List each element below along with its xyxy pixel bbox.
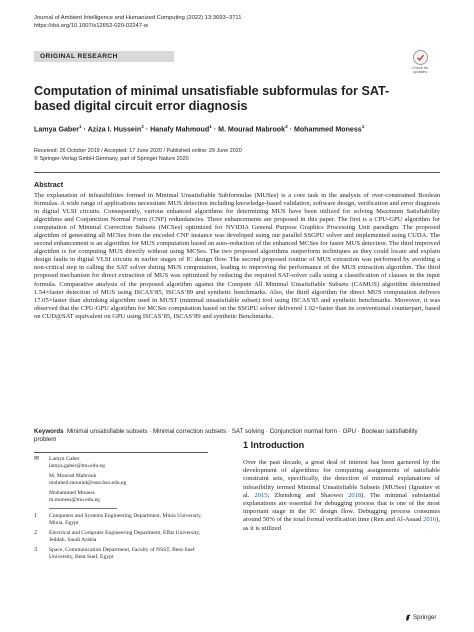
- doi-link[interactable]: https://doi.org/10.1007/s12652-020-02247-w: [34, 22, 149, 29]
- publisher-name: Springer: [413, 614, 437, 621]
- journal-header: [34, 15, 241, 30]
- introduction-text: Over the past decade, a great deal of interest has been garnered by the development of algorithms for computing assignments of satisfiable constraint sets, specifically, the detection of minimal explanations of infeasibility termed Minimal Unsatisfiable Subsets (MUSes) (Ignatiev et al. 2015; Zhendong and Shaowei 2018). The minimal substantial explanations are essential for debugging process that is one of the most important stage in the IC design flow. Debugging process consumes around 50% of the total formal verification time (Ren and Al-Asaad 2016), as it is utilized: [243, 459, 440, 532]
- affiliation: [34, 513, 208, 527]
- author[interactable]: Mohammed Moness: [293, 125, 362, 134]
- contact-email[interactable]: m.moness@mu.edu.eg: [49, 496, 100, 503]
- citation-link[interactable]: 2018: [348, 491, 362, 499]
- author[interactable]: Lamya Gaber: [34, 125, 79, 134]
- affiliation: [34, 547, 208, 561]
- section-badge: ORIGINAL RESEARCH: [34, 51, 174, 62]
- affiliation-number: 3: [34, 546, 37, 553]
- affiliation-number: 2: [34, 529, 37, 536]
- author[interactable]: Hanafy Mahmoud: [150, 125, 210, 134]
- abstract-heading: Abstract: [34, 180, 64, 189]
- footnote-divider: [34, 452, 208, 453]
- keywords-label: Keywords: [34, 428, 64, 435]
- contact-name: Lamya Gaber: [49, 456, 80, 462]
- citation-link[interactable]: 2016: [423, 516, 437, 524]
- contact-name: M. Mourad Mabrook: [49, 473, 97, 480]
- keywords-list: Minimal unsatisfiable subsets · Minimal correction subsets · SAT solving · Conjunction normal form · GPU · Boolean satisfiability problem: [34, 428, 418, 444]
- journal-citation: Journal of Ambient Intelligence and Humanized Computing (2022) 13:3693–3711: [34, 15, 242, 21]
- correspondence-block: [34, 456, 208, 564]
- affiliation-text: Computers and Systems Engineering Department, Minia University, Minia, Egypt: [49, 512, 202, 526]
- author-list: Lamya Gaber$^1$ · Aziza I. Hussein$^2$ · Hanafy Mahmoud$^1$ · M. Mourad Mabrook$^3$ · Mohammed Moness$^1$: [34, 124, 365, 134]
- publisher-footer: [405, 614, 436, 621]
- author[interactable]: M. Mourad Mabrook: [218, 125, 286, 134]
- divider: [34, 172, 440, 173]
- section-heading-introduction: 1 Introduction: [243, 440, 305, 450]
- contact-email[interactable]: mohmed.mourad@nsst.bsu.edu.eg: [49, 479, 127, 486]
- affiliation-number: 1: [34, 512, 37, 519]
- author[interactable]: Aziza I. Hussein: [87, 125, 142, 134]
- publication-dates: [34, 148, 242, 163]
- history-dates: Received: 26 October 2019 / Accepted: 17 June 2020 / Published online: 29 June 2020: [34, 148, 242, 154]
- check-updates-icon: [413, 50, 428, 65]
- citation-link[interactable]: 2015: [254, 491, 268, 499]
- contact-entry: [34, 456, 208, 470]
- check-updates-label: Check for updates: [411, 66, 429, 75]
- contact-email[interactable]: lamya.gaber@mu.edu.eg: [49, 462, 105, 469]
- copyright-line: © Springer-Verlag GmbH Germany, part of Springer Nature 2020: [34, 155, 189, 162]
- springer-horse-icon: [405, 614, 411, 621]
- check-for-updates-button[interactable]: [408, 50, 432, 75]
- affiliation: [34, 530, 208, 544]
- abstract-text: The explanation of infeasibilities formed in Minimal Unsatisfiable Subformulas (MUSes) is a core task in the analysis of over-constrained Boolean formulas. A wide range of applications necessitate MUS detection including knowledge-based validation, software design, verification and error diagnosis in digital VLSI circuits. Consequently, various enhanced algorithms for determining MUS have been utilized for solving Maximum Satisfiability algorithms and Conjunction Normal Form (CNF) redundancies. Three enhancements are proposed in this paper. The first is a CPU-GPU algorithm for computation of Minimal Correction Subsets (MCSes) optimized for NVIDIA General Purpose Graphics Processing Unit paradigm. The proposed algorithm of generating all MCSes from the encoded CNF instance was developed using our parallel SSGPU solver and implemented using CUDA. The second enhancement is an algorithm for MUS computation based on auto-reduction of the enhanced MCSes for faster MUS detection. The third improved algorithm is for computing MUS directly without using MCSes. The two proposed algorithms outperform techniques as they could locate and explain design faults in digital VLSI circuits in earlier stages of IC design flow. The second proposed routine of MUS extraction was performed by avoiding a non-critical step in calling the SAT solver during MUS computation, leading to improving the performance of the MUS extraction algorithm. The third proposed mechanism for direct extraction of MUS was optimized by reducing the required SAT-solver calls using a classification of clauses in the input formula. Comparative analysis of the proposed algorithm against the Compute All Minimal Unsatisfiable Subsets (CAMUS) algorithm determined 1.54×faster detection of MUS using ISCAS’85, ISCAS’89 and synthetic benchmarks. Also, the third algorithm for direct MUS computation delivers 17.05×faster than shrinking algorithm used in MUST (minimal unsatisfiable subset) tool using ISCAS’85 and synthetic benchmarks. Moreover, it was observed that the CPU-GPU algorithm for MCSes computation based on the SSGPU solver delivered 1.92×faster than its conventional counterpart, based on CUD@SAT equivalent on GPU using ISCAS’85, ISCAS’89 and synthetic Benchmarks.: [34, 192, 440, 320]
- envelope-icon: ✉: [34, 456, 40, 462]
- affiliation-text: Electrical and Computer Engineering Department, Effat University, Jeddah, Saudi Arabia: [49, 529, 201, 543]
- keywords: [34, 428, 440, 444]
- paper-title: Computation of minimal unsatisfiable subformulas for SAT-based digital circuit error diagnosis: [34, 84, 390, 113]
- contact-entry: [34, 473, 208, 487]
- contact-entry: [34, 490, 208, 504]
- contact-name: Mohammed Moness: [49, 490, 95, 497]
- affiliation-text: Space, Communication Department, Faculty of NSST, Beni-Suef University, Beni Suef, Egypt: [49, 546, 195, 560]
- affiliation-divider: [49, 508, 117, 509]
